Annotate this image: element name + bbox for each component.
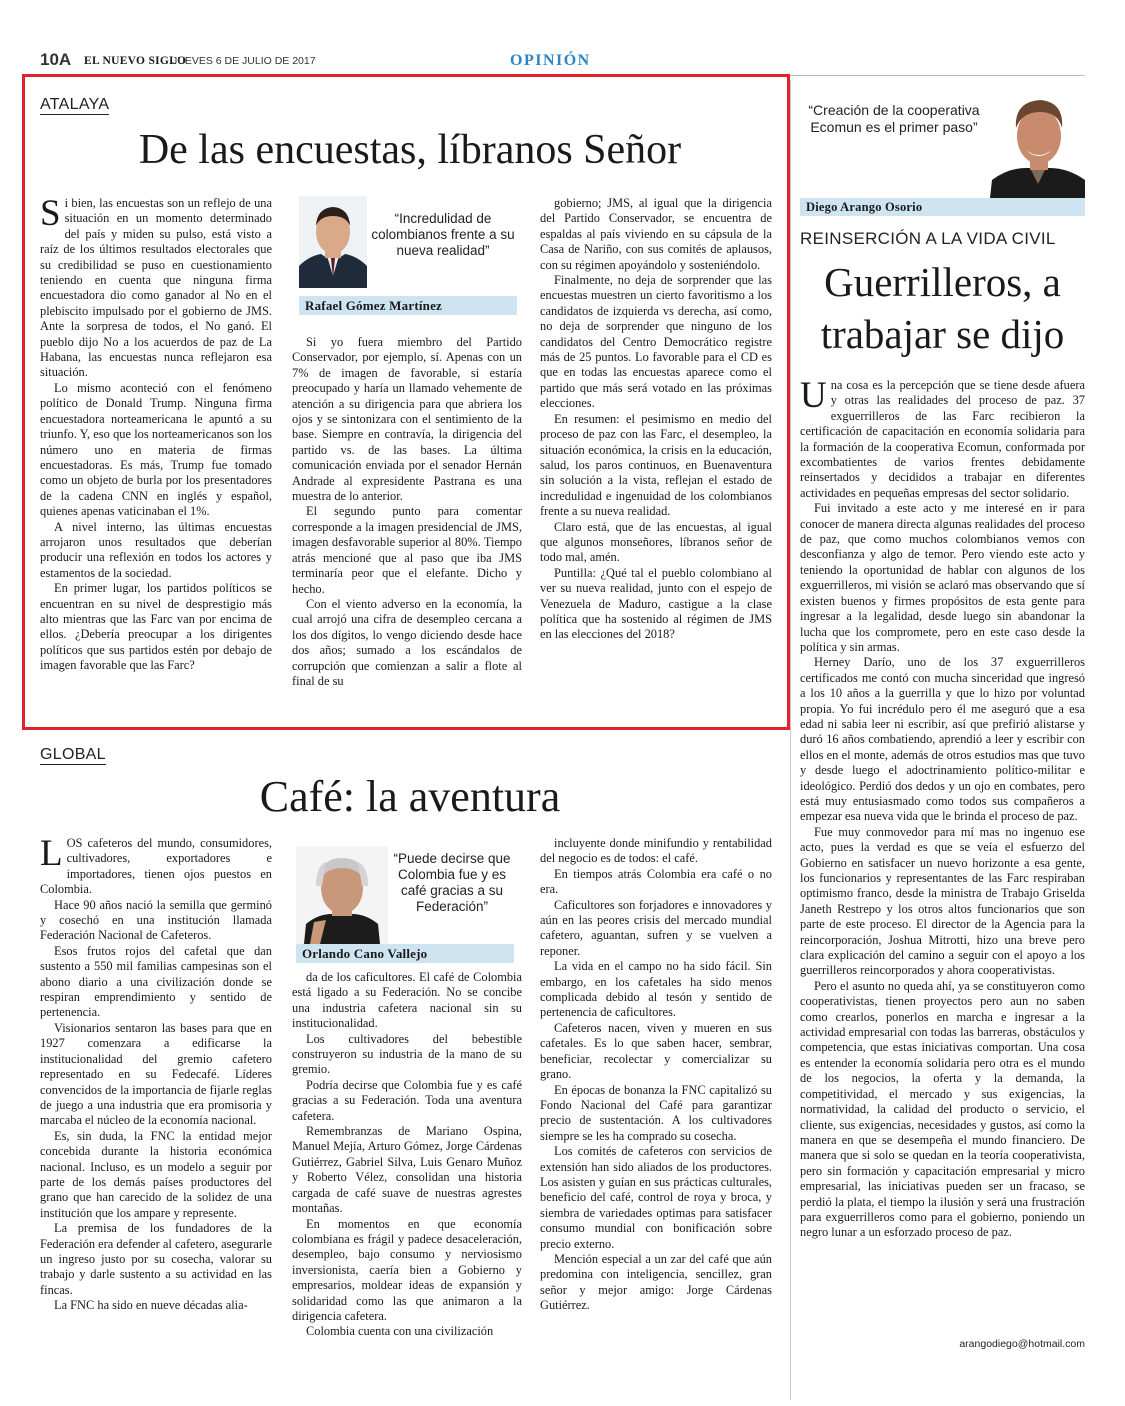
paragraph: En primer lugar, los partidos políticos se encuentran en su nivel de desprestigio más alto mientras que las Farc van por encima de ellos. ¿Debería preocupar a los dirigentes políticos que sus partidos estén por debajo de imagen favorable que las Farc? xyxy=(40,581,272,673)
paragraph: El segundo punto para comentar corresponde a la imagen presidencial de JMS, imagen desfavorable superior al 80%. Tiempo atrás mencioné que al paso que iba JMS terminaría peor que el elefante. Dicho y hecho. xyxy=(292,504,522,596)
article2-pull-quote: “Puede decirse que Colombia fue y es café gracias a su Federación” xyxy=(393,851,511,914)
author-photo-diego xyxy=(990,88,1085,198)
paragraph: Hace 90 años nació la semilla que germinó y cosechó en una institución llamada Federación Nacional de Cafeteros. xyxy=(40,897,272,943)
paragraph: Cafeteros nacen, viven y mueren en sus cafetales. Es lo que saben hacer, sembrar, beneficiar, recolectar y comercializar su grano. xyxy=(540,1020,772,1082)
section-title: OPINIÓN xyxy=(510,52,591,69)
article1-column-1 xyxy=(40,193,272,674)
paragraph: Lo mismo aconteció con el fenómeno político de Donald Trump. Ninguna firma encuestadora norteamericana le apuntó a su triunfo. Y, eso que los norteamericanos son los número uno en materia de firmas encuestadoras. Es más, Trump fue tomado como un objeto de burla por los presentadores de la cadena CNN en inglés y español, quienes apenas vaticinaban el 1%. xyxy=(40,380,272,519)
paragraph xyxy=(40,193,272,381)
paragraph: Mención especial a un zar del café que aún predomina con inteligencia, sencillez, gran señor y mejor amigo: Jorge Cárdenas Gutiérrez. xyxy=(540,1251,772,1313)
paragraph: En épocas de bonanza la FNC capitalizó su Fondo Nacional del Café para garantizar precio de sustentación. A los cultivadores siempre se les ha comprado su cosecha. xyxy=(540,1082,772,1143)
paragraph: Si yo fuera miembro del Partido Conservador, por ejemplo, sí. Apenas con un 7% de imagen de favorable, si estaría preocupado y haría un llamado vehemente de atención a su dirigencia para que abriera los ojos y se sintonizara con el sentimiento de la base. Siempre en contravía, la dirigencia del partido vs. de las bases. La última comunicación enviada por el senador Hernán Andrade al expresidente Pastrana es una muestra de lo anterior. xyxy=(292,335,522,504)
paragraph: A nivel interno, las últimas encuestas arrojaron unos resultados que deberían producir una reflexión en todos los actores y estamentos de la sociedad. xyxy=(40,519,272,580)
paragraph: Es, sin duda, la FNC la entidad mejor concebida durante la historia económica nacional. Incluso, es un modelo a seguir por parte de los demás países productores del grano que han carecido de la solidez de una institución que los ampare y represente. xyxy=(40,1128,272,1220)
paragraph xyxy=(40,833,272,898)
page-number: 10A xyxy=(40,50,72,69)
newspaper-name: EL NUEVO SIGLO xyxy=(84,55,187,67)
paragraph: En momentos en que economía colombiana es frágil y padece desaceleración, desempleo, bajo consumo y nerviosismo inversionista, caería bien a Gobierno y empresarios, moldear ideas de expansión y solidaridad como las que animaron a la dirigencia cafetera. xyxy=(292,1216,522,1323)
paragraph: gobierno; JMS, al igual que la dirigencia del Partido Conservador, se encuentra de espaldas al país viviendo en su cápsula de la Casa de Nariño, con sus comités de aplausos, con su régimen apoyándolo y sosteniéndolo. xyxy=(540,196,772,272)
article1-column-2 xyxy=(292,335,522,689)
drop-cap: L xyxy=(40,833,63,874)
paragraph: Pero el asunto no queda ahí, ya se constituyeron como cooperativistas, tienen proyectos pero aun no saben como crearlos, ponerlos en marcha e ingresar a la actividad empresarial con todas las barreras, obstáculos y competencia, que estas iniciativas comportan. Una cosa es entender la economía solidaria pero otra es el mundo de los negocios, la oferta y la demanda, la competitividad, el mercado y sus exigencias, la normatividad, la calidad del producto o servicio, el cliente, sus exigencias, necesidades y gustos, así como la manera en que se desempeña el mundo financiero. De manera que si solo se quedan en la teoría cooperativista, pero sin formación y capacitación empresarial y micro empresarial, las iniciativas pueden ser un fracaso, se perdió la plata, el tiempo la ilusión y será una frustración para exguerrilleros como para el gobierno, poniendo un negro lunar a un esforzado proceso de paz. xyxy=(800,978,1085,1240)
paragraph: Los comités de cafeteros con servicios de extensión han sido aliados de los productores. Los asisten y guían en sus prácticas culturales, beneficio del café, control de roya y broca, y siembra de variedades optimas para satisfacer consumo mundial con bonificación sobre precio externo. xyxy=(540,1144,772,1251)
article1-author: Rafael Gómez Martínez xyxy=(299,296,517,315)
paragraph: Colombia cuenta con una civilización xyxy=(306,1324,494,1339)
paragraph: Herney Darío, uno de los 37 exguerrilleros certificados me contó con mucha sinceridad que ingresó a los 10 años a la guerrilla y que lo hizo por voluntad propia. Yo fui incrédulo pero él me aseguró que a esa edad ni sabia leer ni escribir, así que prefirió alistarse y duró 16 años combatiendo, aprendió a leer y escribir con ellos en el monte, además de otros estudios mas que tuvo y desde luego el adoctrinamiento político-militar e ideológico. Perdió dos dedos y un ojo en combates, pero está muy entusiasmado como todos sus compañeros a empezar esa nueva vida que le brinda el proceso de paz. xyxy=(800,655,1085,824)
author-email: arangodiego@hotmail.com xyxy=(959,1338,1085,1350)
article3-headline: Guerrilleros, a trabajar se dijo xyxy=(820,259,1065,357)
drop-cap: S xyxy=(40,193,61,234)
portrait-icon xyxy=(296,846,388,944)
paragraph: Caficultores son forjadores e innovadores y aún en las peores crisis del mercado mundial cafetero, aguantan, sufren y se vuelven a reponer. xyxy=(540,897,772,958)
article2-headline: Café: la aventura xyxy=(259,772,561,821)
paragraph: Remembranzas de Mariano Ospina, Manuel Mejía, Arturo Gómez, Jorge Cárdenas Gutiérrez, Gabriel Silva, Luis Genaro Muñoz y Roberto Vélez, consolidan una historia cargada de café suave de nuestras agrestes montañas. xyxy=(292,1124,522,1216)
paragraph: Finalmente, no deja de sorprender que las encuestas muestren un cierto favoritismo a los candidatos de izquierda vs derecha, así como, no deja de sorprender que ninguno de los candidatos del Centro Democrático registre más de 25 puntos. Lo favorable para el CD es que en todas las encuestas aparece como el partido que más será votado en las próximas elecciones. xyxy=(540,273,772,411)
article3-kicker: REINSERCIÓN A LA VIDA CIVIL xyxy=(800,229,1056,248)
paragraph-text: OS cafeteros del mundo, consumidores, cultivadores, exportadores e importadores, tienen ojos puestos en Colombia. xyxy=(40,836,272,897)
paragraph: incluyente donde minifundio y rentabilidad del negocio es de todos: el café. xyxy=(540,836,772,866)
article3-body xyxy=(800,375,1085,1241)
paragraph: La premisa de los fundadores de la Federación era defender al cafetero, asegurarle un ingreso justo por su cosecha, valorar su trabajo y darle sustento a su actividad en las fincas. xyxy=(40,1221,272,1297)
paragraph-text: i bien, las encuestas son un reflejo de una situación en un momento determinado del país y miden su pulso, está visto a raíz de los últimos resultados electorales que su credibilidad se puso en cuestionamiento teniendo en cuenta que ninguna firma encuestadora dio como ganador al No en el plebiscito impulsado por el gobierno de JMS. Ante la sorpresa de todos, el No ganó. El pueblo dijo No a los acuerdos de paz de La Habana, las encuestas nunca reflejaron esa situación. xyxy=(40,196,272,380)
article1-headline: De las encuestas, líbranos Señor xyxy=(138,127,682,173)
paragraph: Claro está, que de las encuestas, al igual que algunos monseñores, líbranos señor de todo mal, amén. xyxy=(540,519,772,565)
article1-kicker: ATALAYA xyxy=(40,96,110,113)
article3-pull-quote: “Creación de la cooperativa Ecomun es el primer paso” xyxy=(808,102,980,135)
paragraph: Los cultivadores del bebestible construyeron su industria de la mano de su gremio. xyxy=(292,1031,522,1077)
paragraph: Puntilla: ¿Qué tal el pueblo colombiano al ver su nueva realidad, junto con el espejo de Venezuela de Maduro, castigue a la clase política que ha sostenido al régimen de JMS en las elecciones del 2018? xyxy=(540,565,772,642)
paragraph: Fui invitado a este acto y me interesé en ir para conocer de manera directa algunas realidades del proceso de paz, que como muchos colombianos vemos con desconfianza y algo de temor. Pero viendo este acto y teniendo la oportunidad de hablar con algunos de los exguerrilleros, mi visión se aclaró mas observando que sí existen buenos y firmes propósitos de esta gente para ingresar a la legalidad, desde luego sin abandonar la lucha que los compromete, pero en este caso desde la política y sin armas. xyxy=(800,501,1085,654)
paragraph xyxy=(800,375,1085,501)
paragraph: Esos frutos rojos del cafetal que dan sustento a 550 mil familias campesinas son el abono diario a una civilización donde se respiran emprendimiento y sentido de pertenencia. xyxy=(40,943,272,1020)
portrait-icon xyxy=(299,196,367,288)
paragraph: La FNC ha sido en nueve décadas alia- xyxy=(54,1298,248,1313)
paragraph: Fue muy conmovedor para mí mas no ingenuo ese acto, pues la verdad es que se veía el esfuerzo del Gobierno en satisfacer un nuevo horizonte a esa gente, los funcionarios y representantes de las Farc respiraban optimismo franco, desde la ministra de Trabajo Griselda Janeth Restrepo y los otros altos funcionarios que son parte de este proceso. El director de la Agencia para la reincorporación, Joshua Mitrotti, hizo una breve pero clara explicación del camino a seguir con el apoyo a los guerrilleros reincorporados y ahora cooperativistas. xyxy=(800,824,1085,978)
paragraph-text: na cosa es la percepción que se tiene desde afuera y otras las realidades del proceso de paz. 37 exguerrilleros de las Farc recibieron la certificación de capacitación en economía solidaria para la formación de la cooperativa Ecomun, conformada por excombatientes de varios frentes debidamente reinsertados y decididos a trabajar en diferentes actividades en pequeñas empresas del sector solidario. xyxy=(800,378,1085,500)
column-divider xyxy=(790,80,791,1400)
paragraph: En tiempos atrás Colombia era café o no era. xyxy=(540,866,772,897)
paragraph: Podría decirse que Colombia fue y es café gracias a su Federación. Toda una aventura cafetera. xyxy=(292,1077,522,1123)
article2-kicker: GLOBAL xyxy=(40,746,106,763)
article2-author: Orlando Cano Vallejo xyxy=(296,944,514,963)
author-photo-rafael xyxy=(299,196,367,288)
article2-column-3 xyxy=(540,836,772,1314)
article3-author: Diego Arango Osorio xyxy=(800,198,1085,216)
author-photo-orlando xyxy=(296,846,388,944)
paragraph: En resumen: el pesimismo en medio del proceso de paz con las Farc, el desempleo, la situación económica, la crisis en la educación, salud, los paros continuos, en Buenaventura sin solución a la vista, reflejan el estado de incredulidad e ingenuidad de los colombianos frente a su nueva realidad. xyxy=(540,411,772,519)
article2-column-1 xyxy=(40,833,272,1314)
drop-cap: U xyxy=(800,375,827,416)
paragraph: Con el viento adverso en la economía, la cual arrojó una cifra de desempleo cercana a los dos dígitos, lo vengo diciendo desde hace dos años; sumado a los escándalos de corrupción que comienzan a salir a flote al final de su xyxy=(292,596,522,688)
issue-date: JUEVES 6 DE JULIO DE 2017 xyxy=(172,55,316,67)
article1-pull-quote: “Incredulidad de colombianos frente a su nueva realidad” xyxy=(371,211,515,258)
paragraph: La vida en el campo no ha sido fácil. Sin embargo, en los cafetales ha sido menos complicada debido al tesón y sentido de pertenencia de caficultores. xyxy=(540,959,772,1020)
masthead xyxy=(40,48,1085,74)
article1-column-3 xyxy=(540,196,772,643)
paragraph: Visionarios sentaron las bases para que en 1927 comenzara a edificarse la institucionalidad del gremio cafetero representado en su Fedecafé. Líderes convencidos de la importancia de fijarle reglas de juego a una industria que era promisoria y marcaba el núcleo de la economía nacional. xyxy=(40,1020,272,1128)
portrait-icon xyxy=(990,88,1085,198)
paragraph: da de los caficultores. El café de Colombia está ligado a su Federación. No se concibe una industria cafetera nacional sin su institucionalidad. xyxy=(292,970,522,1031)
article2-column-2 xyxy=(292,970,522,1340)
